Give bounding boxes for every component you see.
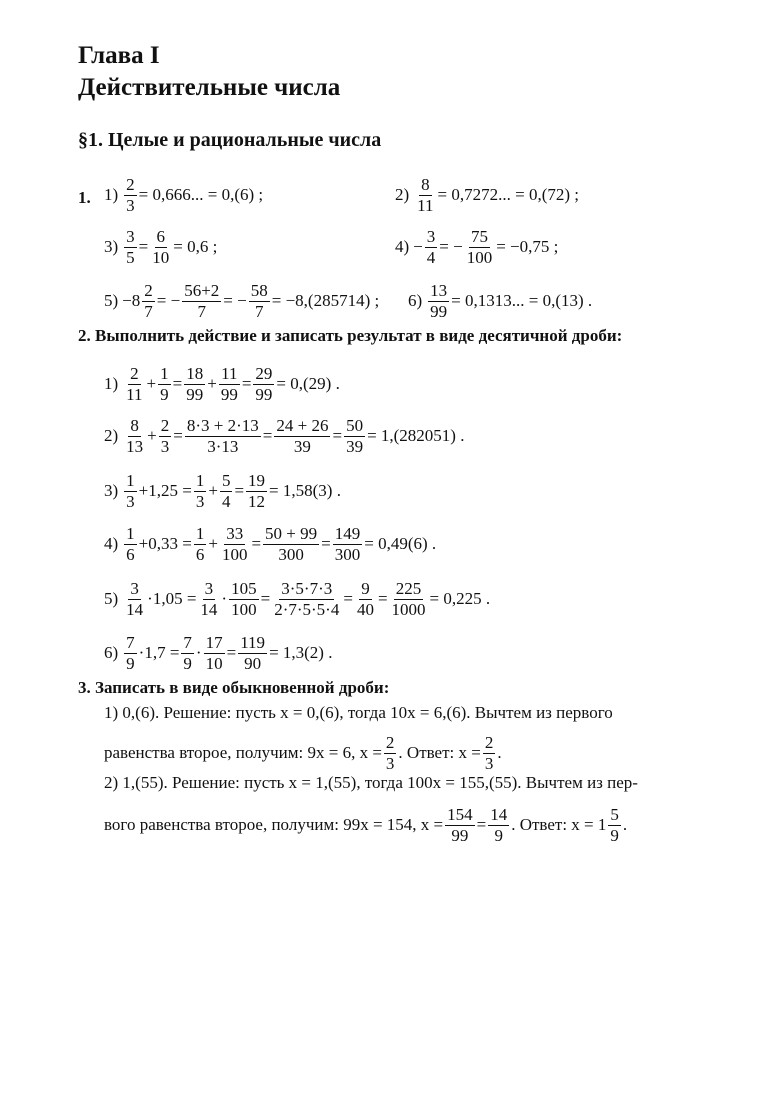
item-result: = 1,58(3) . — [269, 481, 341, 500]
equals: = — [260, 589, 271, 608]
item-result: = 0,6 ; — [173, 237, 218, 256]
ex3-line-3: 2) 1,(55). Решение: пусть x = 1,(55), тогда 100x = 155,(55). Вычтем из пер- — [104, 773, 638, 792]
item-result: = 1,3(2) . — [269, 643, 333, 662]
fraction: $\frac{13}{99}$ — [430, 280, 448, 321]
fraction: $\frac{58}{7}$ — [250, 280, 268, 321]
fraction: $\frac{3}{4}$ — [426, 226, 436, 267]
fraction: $\frac{2}{7}$ — [144, 280, 153, 321]
equals: = — [251, 534, 262, 553]
operation-text: ·1,7 = — [138, 643, 180, 662]
item-label: 2) — [104, 426, 119, 445]
item-label: 3) — [104, 481, 119, 500]
operator: + — [208, 534, 218, 553]
ex2-item-1 — [104, 359, 340, 409]
item-result: = −0,75 ; — [496, 237, 559, 256]
equals: = — [173, 426, 183, 445]
exercise-2-prompt: Выполнить действие и записать результат в виде десятичной дроби: — [95, 326, 623, 345]
fraction: 5 9 — [610, 804, 619, 845]
period: . — [497, 743, 502, 762]
ex1-item-4 — [395, 222, 558, 272]
fraction: $\frac{5}{4}$ — [221, 470, 231, 511]
ex1-item-6 — [408, 276, 592, 326]
item-label: 6) — [408, 291, 423, 310]
operator: + — [146, 374, 157, 393]
equals: = — [377, 589, 388, 608]
item-result: = 0,666... = 0,(6) ; — [138, 185, 264, 204]
fraction: $\frac{14}{9}$ — [490, 804, 508, 845]
equals: = — [234, 481, 245, 500]
fraction: $\frac{1}{6}$ — [195, 523, 205, 564]
chapter-title: Глава I — [78, 42, 160, 69]
fraction: 2 11 — [126, 363, 143, 404]
ex3-line-4 — [104, 800, 627, 850]
item-result: = 0,7272... = 0,(72) ; — [437, 185, 580, 204]
item-label: 4) — [395, 237, 410, 256]
item-result: = 0,1313... = 0,(13) . — [451, 291, 593, 310]
ex2-item-2 — [104, 411, 464, 461]
ex1-item-1 — [104, 170, 263, 220]
operator: · — [221, 589, 228, 608]
operator: + — [207, 374, 217, 393]
fraction: $\frac{56+2}{7}$ — [184, 280, 220, 321]
equals: = — [241, 374, 252, 393]
fraction: $\frac{50 + 99}{300}$ — [265, 523, 318, 564]
item-label: 4) — [104, 534, 119, 553]
operation-text: +1,25 = — [138, 481, 192, 500]
fraction: $\frac{7}{9}$ — [183, 632, 192, 673]
item-label: 2) — [395, 185, 410, 204]
ex2-item-6 — [104, 628, 332, 678]
fraction: $\frac{225}{1000}$ — [391, 578, 426, 619]
fraction: 1 3 — [126, 470, 135, 511]
fraction: 8 13 — [126, 415, 144, 456]
fraction: 1 6 — [126, 523, 135, 564]
solution-text: вого равенства второе, получим: 99x = 154, x = — [104, 815, 444, 834]
fraction: $\frac{29}{99}$ — [255, 363, 273, 404]
period: . — [622, 815, 628, 834]
ex2-item-4 — [104, 519, 436, 569]
fraction: $\frac{6}{10}$ — [152, 226, 170, 267]
equals: = − — [439, 237, 463, 256]
fraction: $\frac{8\cdot 3 + 2\cdot 13}{3\cdot 13}$ — [186, 415, 259, 456]
fraction: $\frac{24 + 26}{39}$ — [276, 415, 329, 456]
whole-part: −8 — [122, 291, 141, 310]
chapter-heading — [78, 40, 340, 104]
answer-text: . Ответ: x = 1 — [511, 815, 607, 834]
exercise-1-number: 1. — [78, 188, 91, 207]
item-result: = 0,225 . — [429, 589, 491, 608]
fraction: $\frac{119}{90}$ — [240, 632, 266, 673]
fraction: $\frac{105}{100}$ — [231, 578, 257, 619]
item-result: = 0,(29) . — [276, 374, 340, 393]
ex3-line-2 — [104, 733, 502, 773]
ex3-line-1: 1) 0,(6). Решение: пусть x = 0,(6), тогда 10x = 6,(6). Вычтем из первого — [104, 703, 613, 722]
fraction: $\frac{50}{39}$ — [346, 415, 364, 456]
ex2-item-3 — [104, 466, 341, 516]
fraction: $\frac{33}{100}$ — [221, 523, 248, 564]
exercise-3-prompt: Записать в виде обыкновенной дроби: — [95, 678, 390, 697]
section-title: §1. Целые и рациональные числа — [78, 129, 382, 151]
equals: = — [262, 426, 273, 445]
solution-text: равенства второе, получим: 9x = 6, x = — [104, 743, 382, 762]
operator: + — [147, 426, 157, 445]
item-label: 1) — [104, 185, 119, 204]
fraction: $\frac{3}{14}$ — [200, 578, 218, 619]
equals: = — [321, 534, 331, 553]
fraction: 7 9 — [126, 632, 135, 673]
fraction: $\frac{3}{5}$ — [126, 226, 135, 267]
fraction: $\frac{17}{10}$ — [205, 632, 223, 673]
fraction: 3 14 — [126, 578, 144, 619]
equals: = — [226, 643, 237, 662]
fraction: $\frac{18}{99}$ — [186, 363, 204, 404]
fraction: $\frac{3\cdot 5\cdot 7\cdot 3}{2\cdot 7\cdot 5\cdot 5\cdot 4}$ — [274, 578, 340, 619]
item-label: 3) — [104, 237, 119, 256]
fraction: $\frac{75}{100}$ — [466, 226, 493, 267]
equals: = − — [223, 291, 247, 310]
chapter-subtitle: Действительные числа — [78, 74, 341, 101]
item-label: 5) — [104, 291, 119, 310]
minus-sign: − — [413, 237, 423, 256]
fraction: $\frac{8}{11}$ — [417, 174, 434, 215]
operation-text: ·1,05 = — [147, 589, 197, 608]
equals: = − — [156, 291, 181, 310]
exercise-2-number: 2. — [78, 326, 91, 345]
item-result: = 0,49(6) . — [364, 534, 437, 553]
exercise-3-number: 3. — [78, 678, 91, 697]
fraction: $\frac{11}{99}$ — [220, 363, 238, 404]
fraction: $\frac{2}{3}$ — [160, 415, 170, 456]
ex2-item-5 — [104, 574, 490, 624]
equals: = — [343, 589, 353, 608]
item-label: 6) — [104, 643, 119, 662]
item-result: = −8,(285714) ; — [271, 291, 380, 310]
exercise-3-header — [78, 678, 389, 698]
fraction: $\frac{2}{3}$ — [385, 732, 395, 773]
answer-text: . Ответ: x = — [398, 743, 481, 762]
equals: = — [476, 815, 487, 834]
ex1-item-3 — [104, 222, 217, 272]
fraction: $\frac{1}{9}$ — [160, 363, 169, 404]
operator: + — [208, 481, 218, 500]
fraction: $\frac{154}{99}$ — [447, 804, 473, 845]
ex1-item-5 — [104, 276, 379, 326]
fraction: $\frac{1}{3}$ — [195, 470, 205, 511]
fraction: $\frac{19}{12}$ — [248, 470, 266, 511]
equals: = — [172, 374, 183, 393]
fraction: $\frac{2}{3}$ — [126, 174, 135, 215]
fraction: $\frac{9}{40}$ — [356, 578, 374, 619]
equals: = — [138, 237, 149, 256]
fraction: $\frac{149}{300}$ — [334, 523, 361, 564]
fraction: $\frac{2}{3}$ — [484, 732, 494, 773]
operator: · — [195, 643, 202, 662]
operation-text: +0,33 = — [138, 534, 192, 553]
item-result: = 1,(282051) . — [367, 426, 465, 445]
item-label: 5) — [104, 589, 119, 608]
item-label: 1) — [104, 374, 119, 393]
equals: = — [332, 426, 343, 445]
exercise-2-header — [78, 326, 622, 346]
ex1-item-2 — [395, 170, 579, 220]
